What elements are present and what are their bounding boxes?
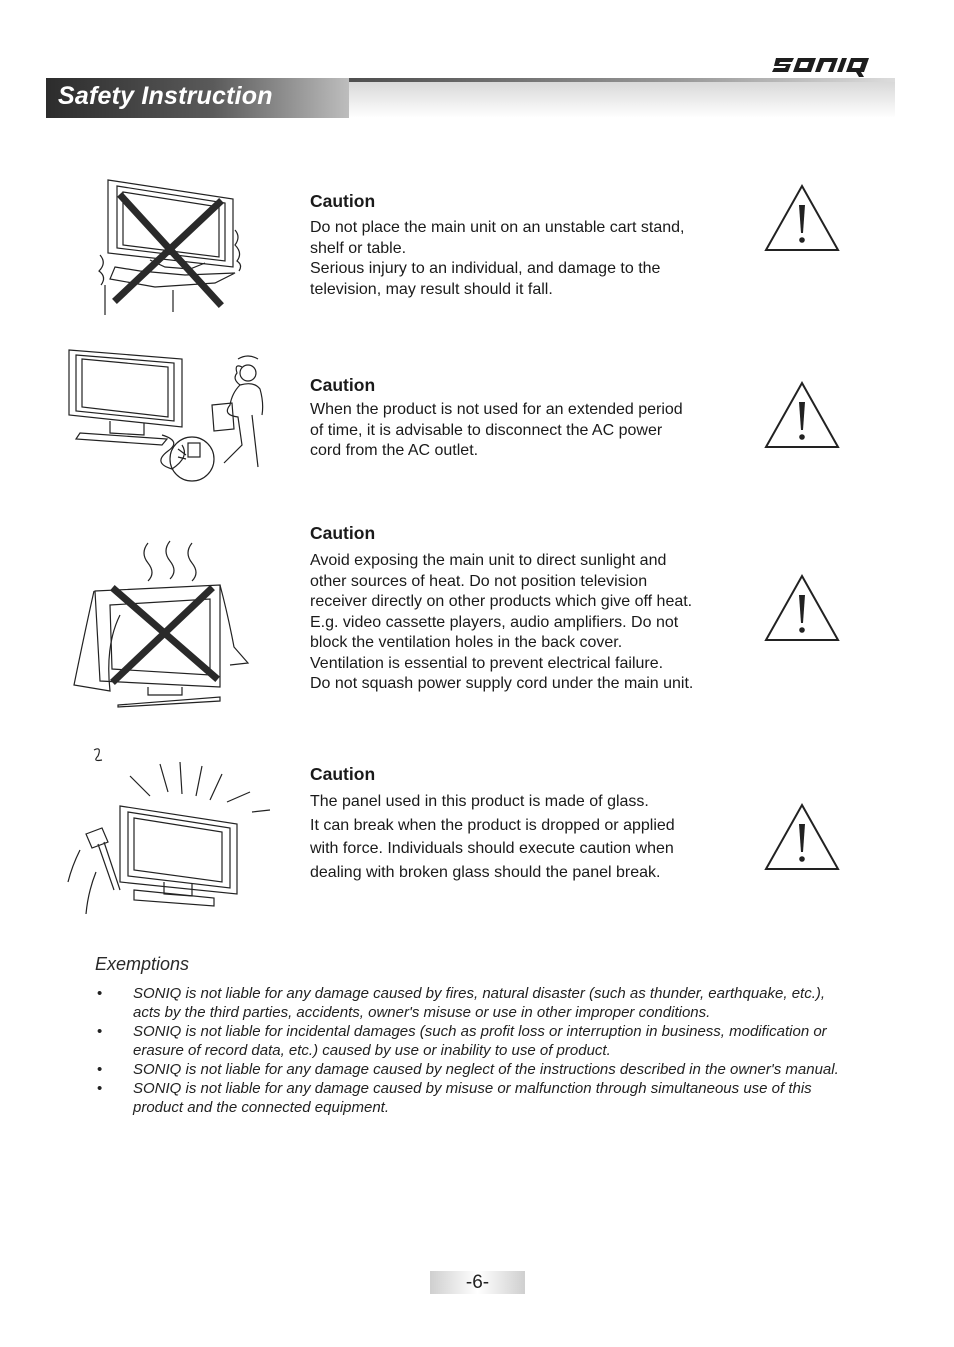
caution-title: Caution bbox=[310, 764, 376, 784]
page-number: -6- bbox=[465, 1272, 490, 1293]
caution-title: Caution bbox=[310, 191, 376, 211]
caution-text: Avoid exposing the main unit to direct sunlight and other sources of heat. Do not position television receiver directly on other products which give off heat. E.g. video cassette players, audio amplifiers. Do not block the ventilation holes in the back cover. Ventilation is essential to prevent electrical failure. Do not squash power supply cord under the main unit. bbox=[310, 552, 694, 692]
list-item: • SONIQ is not liable for any damage caused by misuse or malfunction through simultaneous use of this product and the connected equipment. bbox=[97, 1080, 812, 1116]
caution-text: The panel used in this product is made of glass. It can break when the product is dropped or applied with force. Individuals should execute caution when dealing with broken glass should the panel break. bbox=[310, 793, 675, 881]
warning-triangle-icon bbox=[763, 380, 841, 450]
unstable-stand-illustration bbox=[95, 175, 255, 320]
glass-panel-illustration bbox=[62, 742, 277, 922]
list-item: • SONIQ is not liable for any damage caused by fires, natural disaster (such as thunder, earthquake, etc.), acts by the third parties, accidents, owner's misuse or use in other improper conditions. bbox=[97, 985, 826, 1021]
caution-title: Caution bbox=[310, 375, 376, 395]
heat-cover-illustration bbox=[70, 535, 255, 715]
caution-text: When the product is not used for an extended period of time, it is advisable to disconnect the AC power cord from the AC outlet. bbox=[310, 401, 683, 459]
caution-text: Do not place the main unit on an unstable cart stand, shelf or table. Serious injury to an individual, and damage to the television, may result should it fall. bbox=[310, 219, 685, 298]
unplug-illustration bbox=[62, 345, 272, 485]
warning-triangle-icon bbox=[763, 573, 841, 643]
warning-triangle-icon bbox=[763, 183, 841, 253]
exemptions-list bbox=[95, 984, 855, 1117]
exemptions-title: Exemptions bbox=[95, 954, 190, 974]
soniq-logo bbox=[772, 50, 878, 80]
caution-title: Caution bbox=[310, 523, 376, 543]
list-item: • SONIQ is not liable for any damage caused by neglect of the instructions described in the owner's manual. bbox=[97, 1061, 839, 1078]
list-item: • SONIQ is not liable for incidental damages (such as profit loss or interruption in business, modification or erasure of record data, etc.) caused by use or inability to use of product. bbox=[97, 1023, 827, 1059]
page-number-box bbox=[430, 1271, 525, 1294]
page-title: Safety Instruction bbox=[58, 82, 273, 110]
warning-triangle-icon bbox=[763, 802, 841, 872]
